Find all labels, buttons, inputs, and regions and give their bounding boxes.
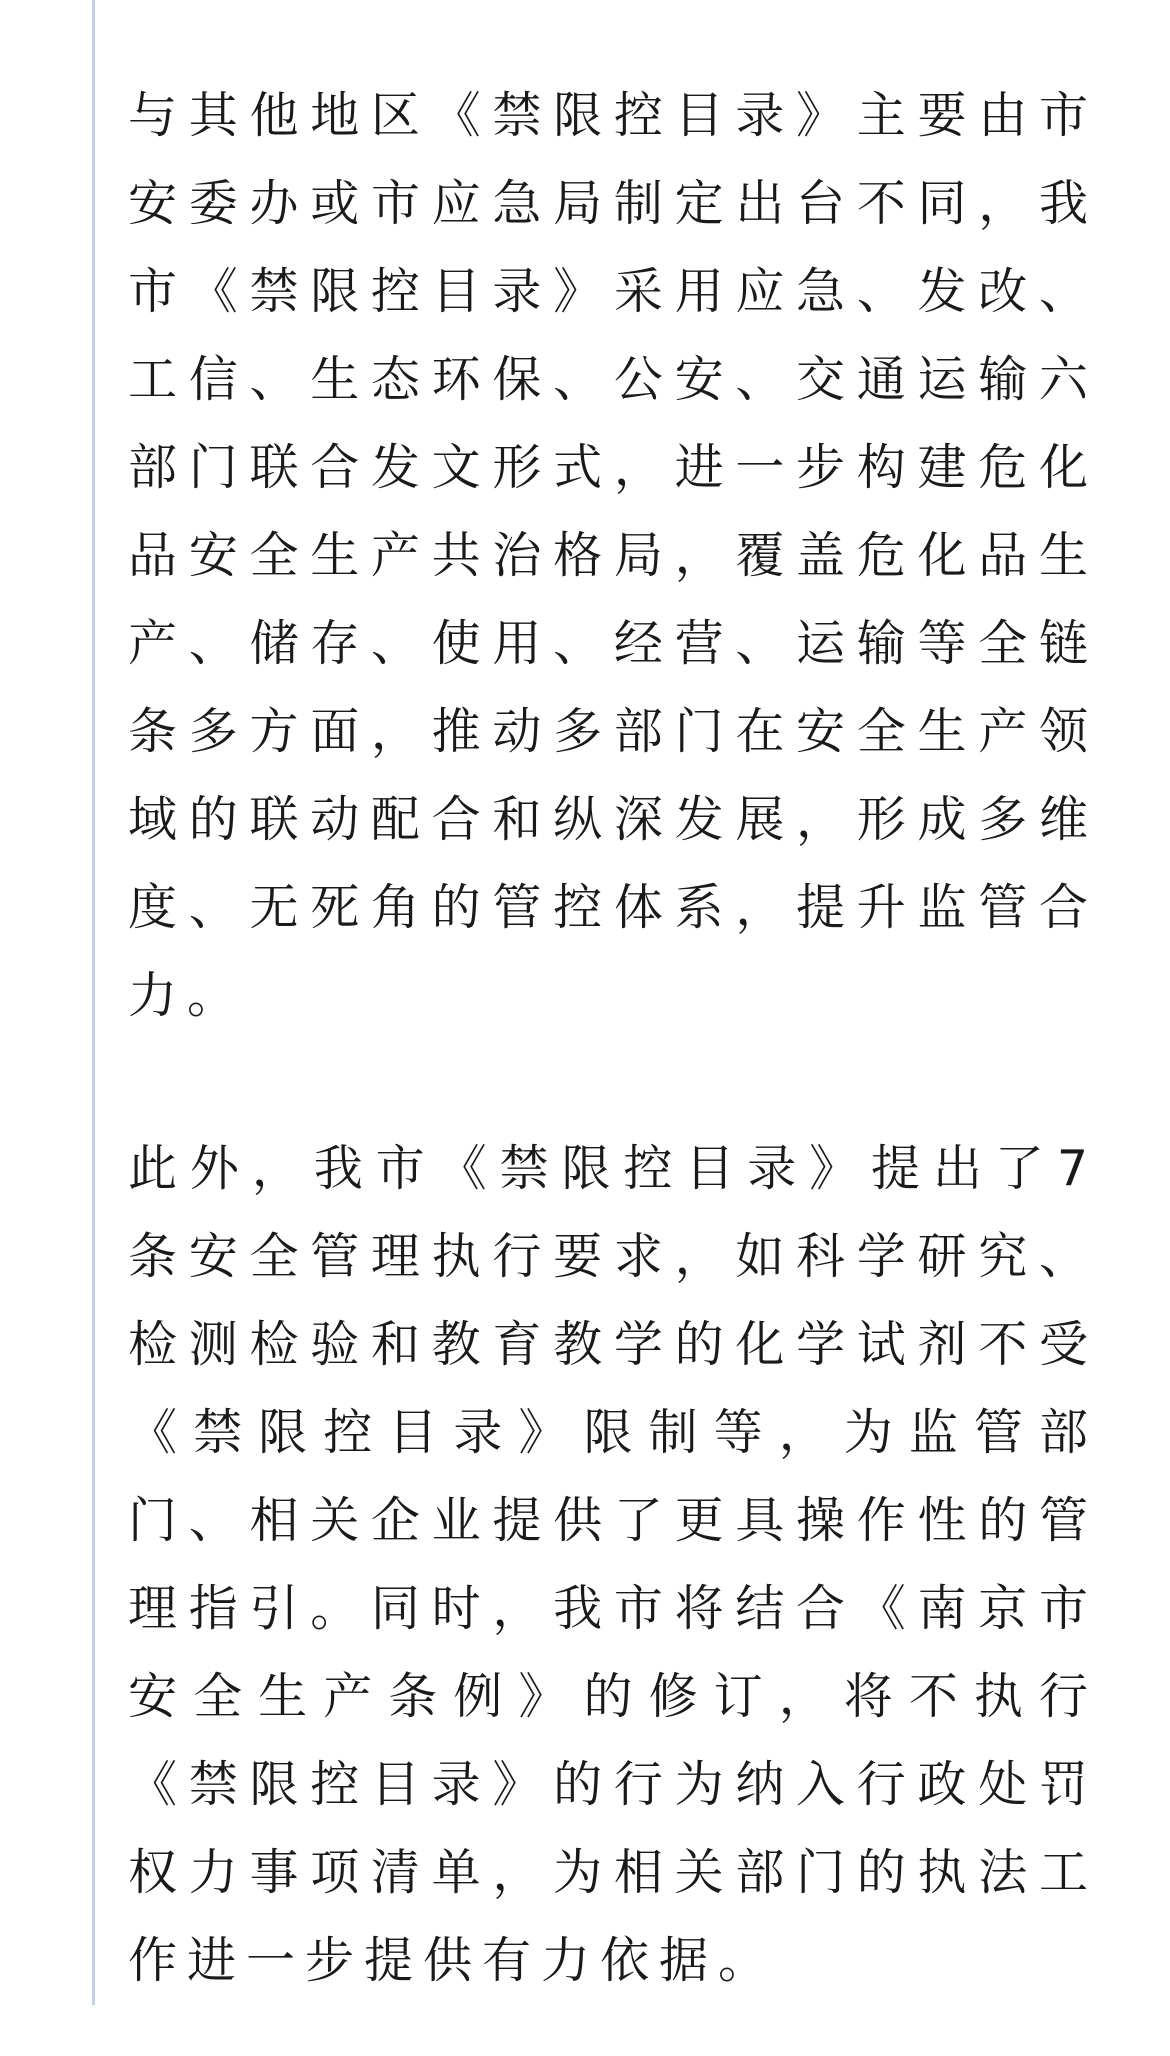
paragraph-2: 此外，我市《禁限控目录》提出了7条安全管理执行要求，如科学研究、检测检验和教育教学的化学试剂不受《禁限控目录》限制等，为监管部门、相关企业提供了更具操作性的管理指引。同时，我市将结合《南京市安全生产条例》的修订，将不执行《禁限控目录》的行为纳入行政处罚权力事项清单，为相关部门的执法工作进一步提供有力依据。 [128,1140,1098,1989]
quote-left-rule [92,0,95,2005]
paragraph-1: 与其他地区《禁限控目录》主要由市安委办或市应急局制定出台不同，我市《禁限控目录》采用应急、发改、工信、生态环保、公安、交通运输六部门联合发文形式，进一步构建危化品安全生产共治格局，覆盖危化品生产、储存、使用、经营、运输等全链条多方面，推动多部门在安全生产领域的联动配合和纵深发展，形成多维度、无死角的管控体系，提升监管合力。 [128,87,1098,1024]
